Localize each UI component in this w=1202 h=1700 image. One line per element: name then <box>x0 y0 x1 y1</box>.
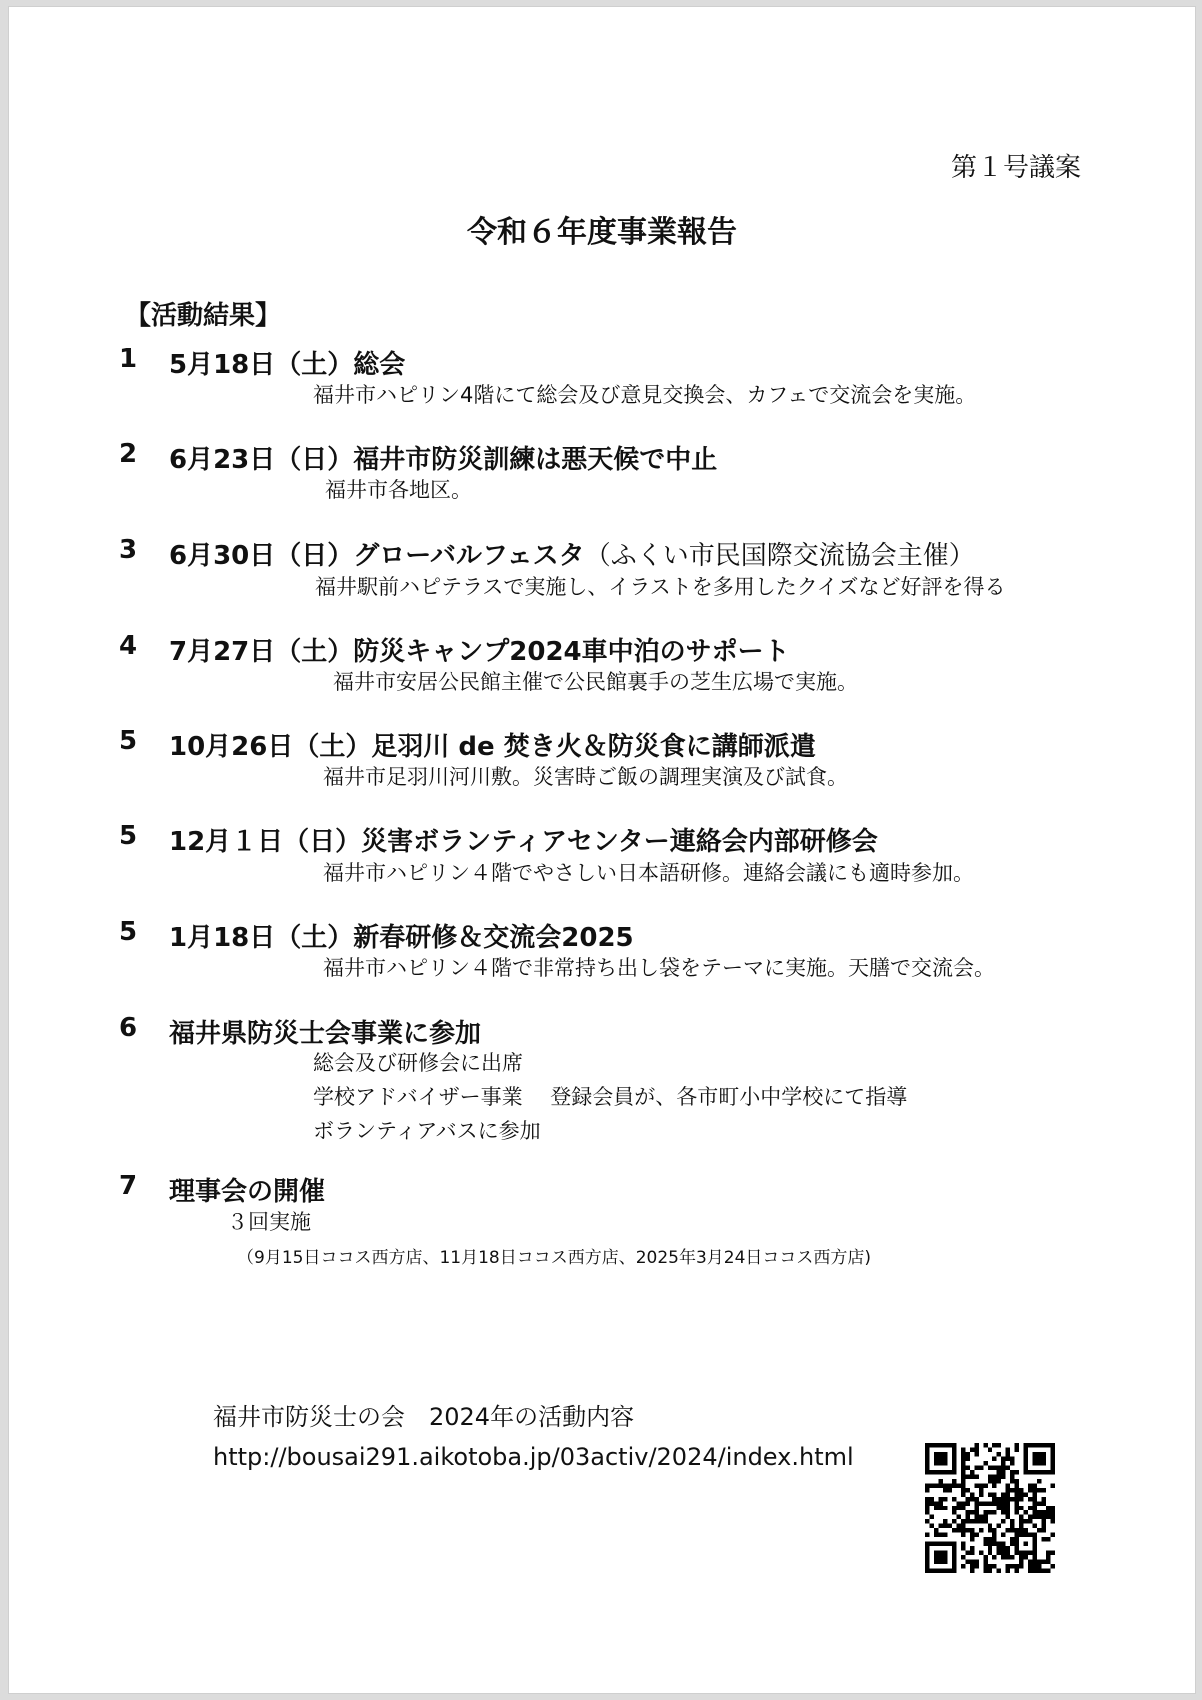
item-detail: 福井市ハピリン４階で非常持ち出し袋をテーマに実施。天膳で交流会。 <box>323 956 995 980</box>
item-detail: 福井市足羽川河川敷。災害時ご飯の調理実演及び試食。 <box>323 765 848 789</box>
item-detail: 総会及び研修会に出席 <box>313 1051 523 1075</box>
item-heading-suffix: （ふくい市民国際交流協会主催） <box>584 541 975 571</box>
item-detail: 福井駅前ハピテラスで実施し、イラストを多用したクイズなど好評を得る <box>315 575 1006 599</box>
document-page <box>8 6 1196 1694</box>
item-number: 4 <box>119 631 138 661</box>
item-detail: 福井市ハピリン４階でやさしい日本語研修。連絡会議にも適時参加。 <box>323 861 974 885</box>
item-number: 5 <box>119 821 138 851</box>
item-note: （9月15日ココス西方店、11月18日ココス西方店、2025年3月24日ココス西方店) <box>237 1248 872 1268</box>
section-heading: 【活動結果】 <box>125 301 282 331</box>
item-detail: 学校アドバイザー事業 登録会員が、各市町小中学校にて指導 <box>313 1085 908 1109</box>
item-number: 3 <box>119 535 138 565</box>
item-heading: 10月26日（土）足羽川 de 焚き火＆防災食に講師派遣 <box>169 732 816 762</box>
item-heading: 6月30日（日）グローバルフェスタ <box>169 541 585 571</box>
item-number: 6 <box>119 1013 138 1043</box>
item-number: 7 <box>119 1171 138 1201</box>
item-heading: 7月27日（土）防災キャンプ2024車中泊のサポート <box>169 637 790 667</box>
item-heading: 理事会の開催 <box>169 1177 326 1207</box>
item-detail: 福井市各地区。 <box>325 478 472 502</box>
item-heading: 6月23日（日）福井市防災訓練は悪天候で中止 <box>169 445 718 475</box>
qr-code-icon <box>925 1443 1055 1573</box>
item-number: 2 <box>119 439 138 469</box>
item-heading: 福井県防災士会事業に参加 <box>169 1019 482 1049</box>
bill-number: 第１号議案 <box>950 153 1081 183</box>
footer-url[interactable]: http://bousai291.aikotoba.jp/03activ/2024/index.html <box>213 1443 854 1471</box>
item-number: 5 <box>119 726 138 756</box>
item-detail: ボランティアバスに参加 <box>313 1119 541 1143</box>
item-heading: 5月18日（土）総会 <box>169 350 406 380</box>
item-heading: 12月１日（日）災害ボランティアセンター連絡会内部研修会 <box>169 827 878 857</box>
footer-title: 福井市防災士の会 2024年の活動内容 <box>213 1403 635 1431</box>
item-detail: 福井市安居公民館主催で公民館裏手の芝生広場で実施。 <box>333 670 858 694</box>
item-detail: ３回実施 <box>227 1210 311 1234</box>
document-title: 令和６年度事業報告 <box>467 215 737 250</box>
item-heading: 1月18日（土）新春研修＆交流会2025 <box>169 923 634 953</box>
item-detail: 福井市ハピリン4階にて総会及び意見交換会、カフェで交流会を実施。 <box>313 383 977 407</box>
item-number: 1 <box>119 344 138 374</box>
item-number: 5 <box>119 917 138 947</box>
